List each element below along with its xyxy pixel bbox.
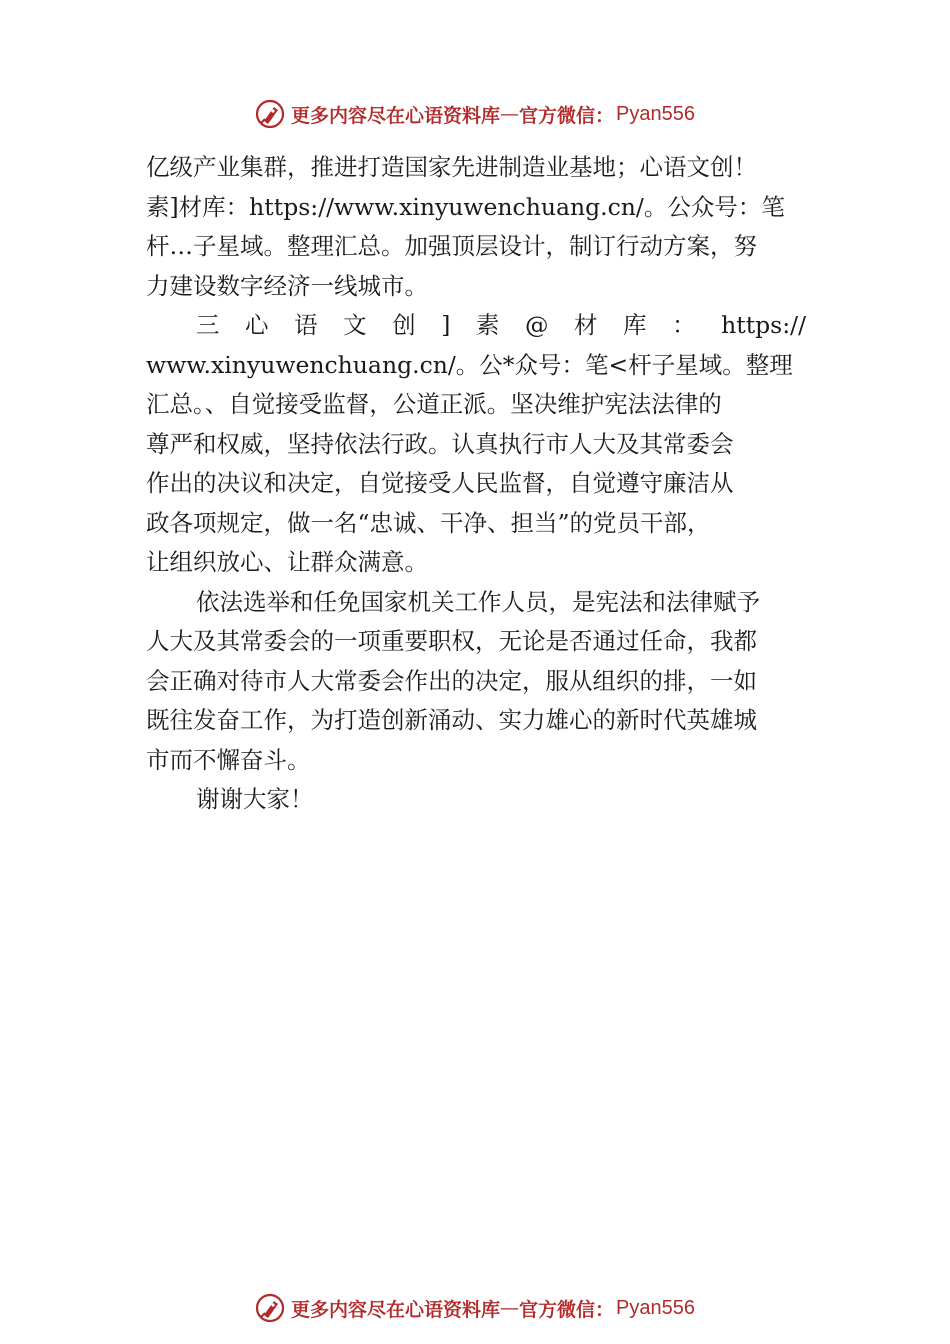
- footer-wechat-label: 官方微信：: [519, 1298, 615, 1321]
- paragraph-3: [146, 583, 806, 781]
- line: 尊严和权威，坚持依法行政。认真执行市人大及其常委会: [146, 429, 734, 458]
- line: 素]材库：https://www.xinyuwenchuang.cn/。公众号：笔: [146, 192, 785, 221]
- footer-wechat-id: Pyan556: [616, 1296, 695, 1319]
- header-wechat-id: Pyan556: [616, 102, 695, 125]
- line: 汇总。、自觉接受监督，公道正派。坚决维护宪法法律的: [146, 390, 722, 418]
- header-wechat-label: 官方微信：: [519, 104, 615, 127]
- line: 依法选举和任免国家机关工作人员，是宪法和法律赋予: [196, 587, 760, 616]
- header-brand-text: 更多内容尽在心语资料库: [291, 104, 501, 127]
- header-banner: [0, 94, 950, 134]
- pen-nib-logo-icon: [255, 1293, 285, 1323]
- line: 人大及其常委会的一项重要职权，无论是否通过任命，我都: [146, 627, 757, 655]
- footer-separator: —: [500, 1297, 520, 1319]
- line: 亿级产业集群，推进打造国家先进制造业基地；心语文创！: [146, 153, 757, 181]
- line: 杆…子星域。整理汇总。加强顶层设计，制订行动方案，努: [146, 232, 757, 260]
- header-separator: —: [500, 103, 520, 125]
- line: 力建设数字经济一线城市。: [146, 271, 428, 300]
- footer-banner: [0, 1288, 950, 1328]
- pen-nib-logo-icon: [255, 99, 285, 129]
- line: 市而不懈奋斗。: [146, 745, 311, 774]
- paragraph-1: [146, 148, 806, 306]
- footer-brand-text: 更多内容尽在心语资料库: [291, 1298, 501, 1321]
- document-body: [146, 148, 806, 820]
- line: 既往发奋工作，为打造创新涌动、实力雄心的新时代英雄城: [146, 706, 757, 734]
- line: 谢谢大家！: [196, 785, 314, 813]
- paragraph-2: [146, 346, 806, 583]
- line: 政各项规定，做一名“忠诚、干净、担当”的党员干部，: [146, 508, 711, 537]
- line: www.xinyuwenchuang.cn/。公*众号：笔<杆子星域。整理: [146, 350, 793, 379]
- line: 会正确对待市人大常委会作出的决定，服从组织的排，一如: [146, 666, 757, 695]
- paragraph-4: [146, 780, 806, 820]
- line: 作出的决议和决定，自觉接受人民监督，自觉遵守廉洁从: [146, 469, 734, 497]
- line: 让组织放心、让群众满意。: [146, 548, 428, 576]
- paragraph-2-line-1: 三心语文创]素@材库：https://: [196, 311, 806, 339]
